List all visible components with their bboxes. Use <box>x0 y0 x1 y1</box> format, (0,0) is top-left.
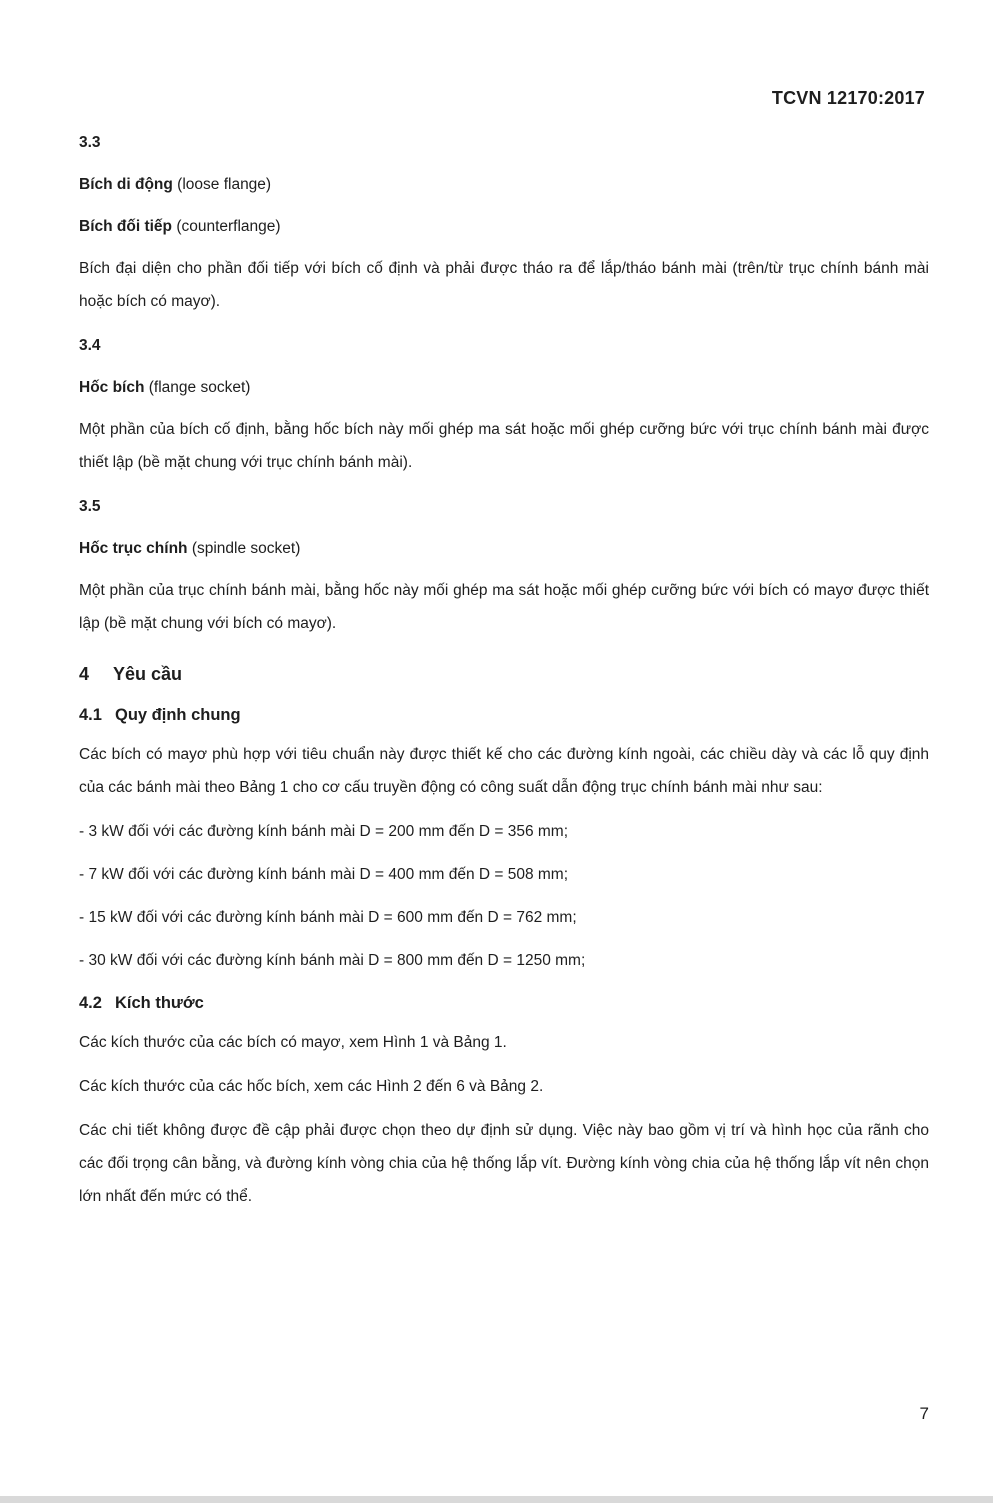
clause-number-3-3: 3.3 <box>79 134 101 151</box>
term-bold: Bích di động <box>79 176 173 193</box>
term-spindle-socket <box>79 532 929 565</box>
term-flange-socket <box>79 371 929 404</box>
clause-number-3-4: 3.4 <box>79 337 101 354</box>
term-bold: Bích đối tiếp <box>79 218 172 235</box>
subsection-heading-4-2 <box>79 987 929 1020</box>
list-item: - 30 kW đối với các đường kính bánh mài D = 800 mm đến D = 1250 mm; <box>79 952 586 969</box>
scan-bottom-edge <box>0 1496 993 1503</box>
section-heading-4 <box>79 658 929 691</box>
term-counterflange <box>79 210 929 243</box>
term-english: (flange socket) <box>148 379 251 396</box>
page-content <box>79 126 929 1224</box>
subsection-title: Kích thước <box>115 994 204 1012</box>
subsection-heading-4-1 <box>79 699 929 732</box>
subsection-number: 4.1 <box>79 706 102 724</box>
definition-3-5: Một phần của trục chính bánh mài, bằng hốc này mối ghép ma sát hoặc mối ghép cưỡng bức với bích có mayơ được thiết lập (bề mặt chung với bích có mayơ). <box>79 582 929 632</box>
term-bold: Hốc bích <box>79 379 145 396</box>
term-english: (loose flange) <box>177 176 272 193</box>
definition-3-4: Một phần của bích cố định, bằng hốc bích này mối ghép ma sát hoặc mối ghép cưỡng bức với trục chính bánh mài được thiết lập (bề mặt chung với trục chính bánh mài). <box>79 421 929 471</box>
definition-3-3: Bích đại diện cho phần đối tiếp với bích cố định và phải được tháo ra để lắp/tháo bánh mài (trên/từ trục chính bánh mài hoặc bích có mayơ). <box>79 260 929 310</box>
term-english: (counterflange) <box>176 218 281 235</box>
list-item: - 7 kW đối với các đường kính bánh mài D = 400 mm đến D = 508 mm; <box>79 866 569 883</box>
section-number: 4 <box>79 664 90 684</box>
term-english: (spindle socket) <box>191 540 301 557</box>
paragraph-4-2-2: Các kích thước của các hốc bích, xem các Hình 2 đến 6 và Bảng 2. <box>79 1078 544 1095</box>
paragraph-4-2-3: Các chi tiết không được đề cập phải được chọn theo dự định sử dụng. Việc này bao gồm vị trí và hình học của rãnh cho các đối trọng cân bằng, và đường kính vòng chia của hệ thống lắp vít. Đường kính vòng chia của hệ thống lắp vít nên chọn lớn nhất đến mức có thể. <box>79 1122 929 1205</box>
list-item: - 15 kW đối với các đường kính bánh mài D = 600 mm đến D = 762 mm; <box>79 909 577 926</box>
section-title: Yêu cầu <box>113 664 183 684</box>
page-number: 7 <box>919 1404 929 1423</box>
subsection-number: 4.2 <box>79 994 102 1012</box>
paragraph-4-2-1: Các kích thước của các bích có mayơ, xem Hình 1 và Bảng 1. <box>79 1034 507 1051</box>
term-bold: Hốc trục chính <box>79 540 188 557</box>
subsection-title: Quy định chung <box>115 706 241 724</box>
paragraph-4-1-intro: Các bích có mayơ phù hợp với tiêu chuẩn này được thiết kế cho các đường kính ngoài, các chiều dày và các lỗ quy định của các bánh mài theo Bảng 1 cho cơ cấu truyền động có công suất dẫn động trục chính bánh mài như sau: <box>79 746 929 796</box>
standard-code: TCVN 12170:2017 <box>771 88 925 108</box>
list-item: - 3 kW đối với các đường kính bánh mài D = 200 mm đến D = 356 mm; <box>79 823 569 840</box>
term-loose-flange <box>79 168 929 201</box>
clause-number-3-5: 3.5 <box>79 498 101 515</box>
